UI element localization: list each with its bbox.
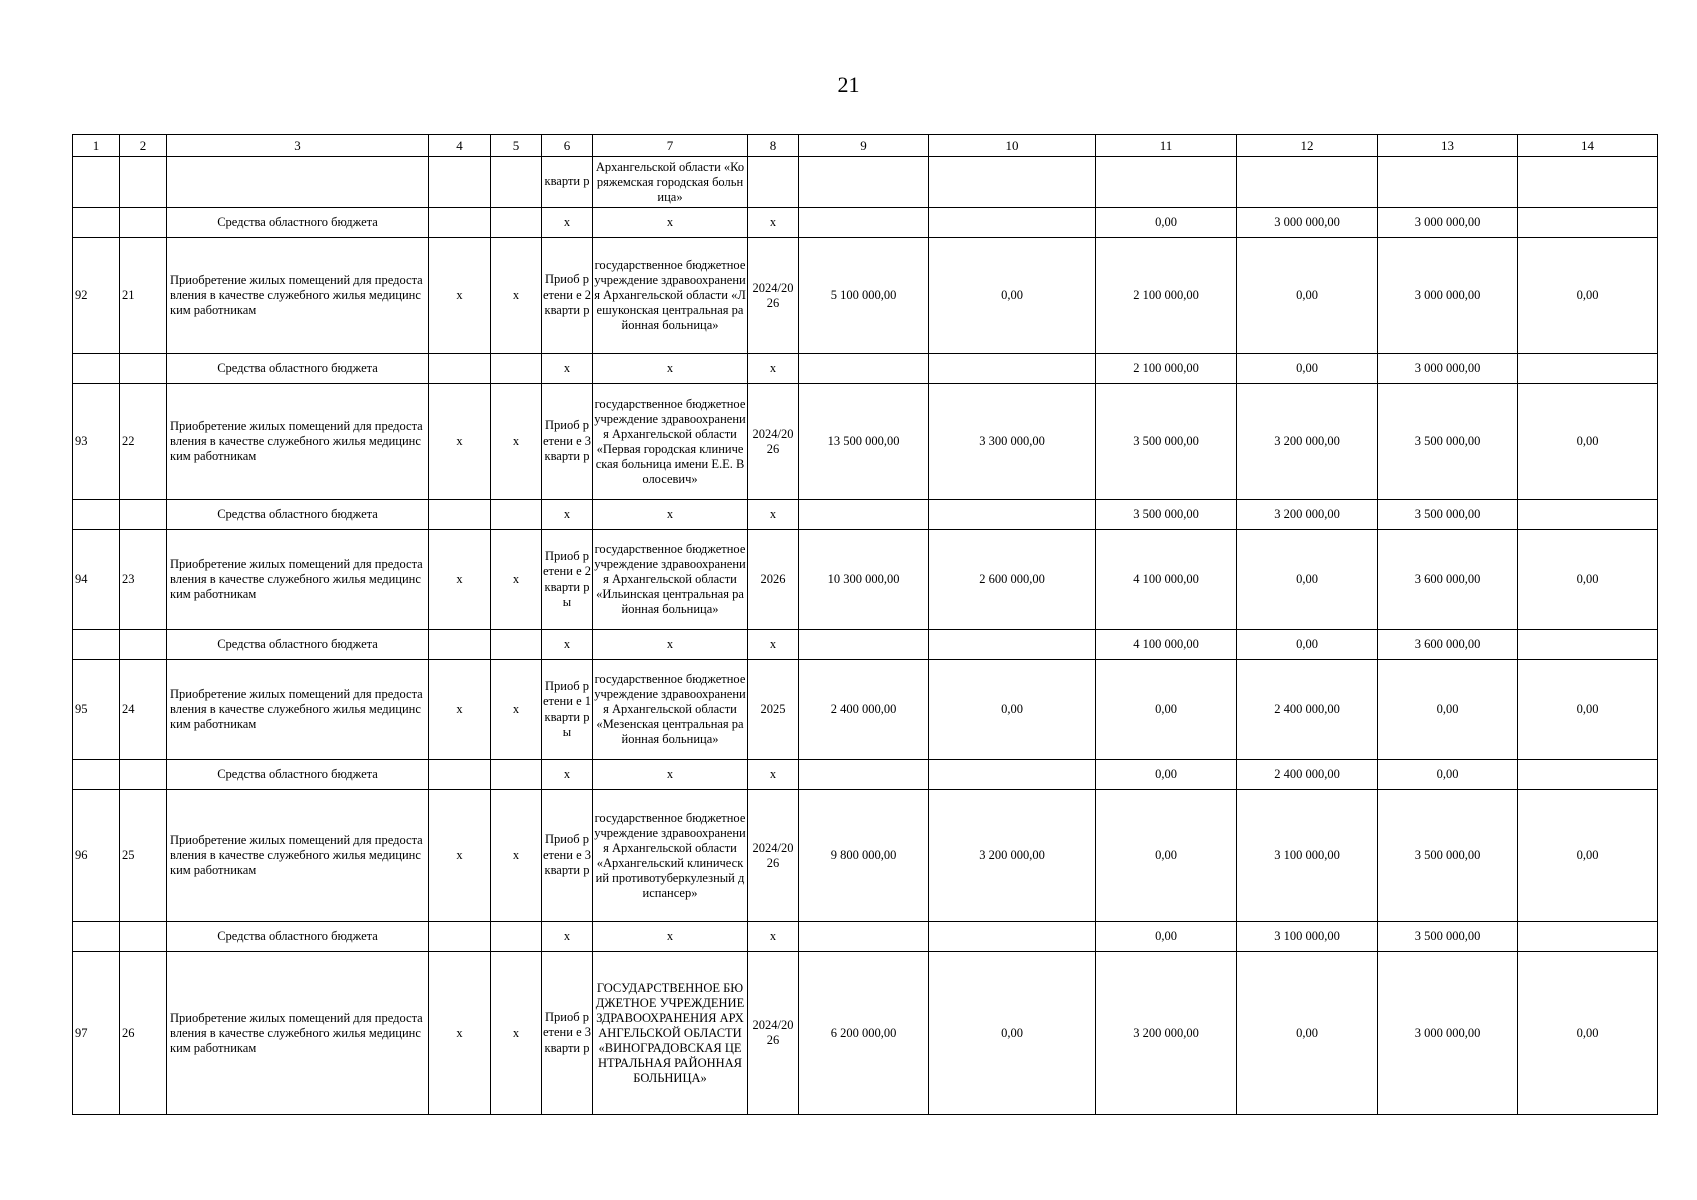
cell-c14: 0,00 [1518,790,1658,922]
cell-c11: 3 500 000,00 [1096,384,1237,500]
activity-cell: Приоб ретени е 2 кварти ры [542,530,593,630]
table-row [73,384,1658,500]
funding-row [73,500,1658,530]
column-number: 9 [799,135,929,157]
cell-c6: х [542,208,593,238]
cell-c4: х [429,952,491,1115]
cell-c12: 2 400 000,00 [1237,660,1378,760]
cell-c12: 3 100 000,00 [1237,922,1378,952]
funding-row [73,922,1658,952]
cell-c7: х [593,630,748,660]
period-cell: 2024/20 26 [748,384,799,500]
cell-c13: 3 000 000,00 [1378,208,1518,238]
funding-row [73,630,1658,660]
cell-c10: 3 200 000,00 [929,790,1096,922]
activity-cell: Приоб ретени е 2 кварти р [542,238,593,354]
column-number: 13 [1378,135,1518,157]
cell-c4: х [429,384,491,500]
cell-c14: 0,00 [1518,952,1658,1115]
activity-cell: кварти р [542,157,593,208]
cell-c7: х [593,500,748,530]
cell-c12: 0,00 [1237,530,1378,630]
cell-c10: 3 300 000,00 [929,384,1096,500]
organization-cell: государственное бюджетное учреждение здравоохранения Архангельской области «Архангельский клинический противотуберкулезный диспансер» [593,790,748,922]
cell-c9: 2 400 000,00 [799,660,929,760]
cell-n1: 94 [73,530,120,630]
cell-c8: х [748,208,799,238]
cell-c11: 2 100 000,00 [1096,238,1237,354]
cell-c10: 0,00 [929,952,1096,1115]
cell-c12: 3 200 000,00 [1237,384,1378,500]
cell-c11: 4 100 000,00 [1096,530,1237,630]
cell-c13: 3 000 000,00 [1378,952,1518,1115]
column-number: 12 [1237,135,1378,157]
cell-c12: 0,00 [1237,952,1378,1115]
cell-c6: х [542,760,593,790]
cell-c5: х [491,238,542,354]
cell-c9: 5 100 000,00 [799,238,929,354]
table-row [73,238,1658,354]
cell-c11: 0,00 [1096,790,1237,922]
period-cell: 2025 [748,660,799,760]
cell-c5: х [491,660,542,760]
page-number: 21 [837,72,860,97]
funding-source: Средства областного бюджета [167,354,429,384]
funding-source: Средства областного бюджета [167,760,429,790]
description-cell: Приобретение жилых помещений для предоставления в качестве служебного жилья медицинским работникам [167,384,429,500]
cell-c11: 0,00 [1096,760,1237,790]
cell-c7: х [593,922,748,952]
table-row [73,952,1658,1115]
cell-c13: 3 500 000,00 [1378,500,1518,530]
description-cell: Приобретение жилых помещений для предоставления в качестве служебного жилья медицинским работникам [167,530,429,630]
cell-c14: 0,00 [1518,530,1658,630]
column-number: 6 [542,135,593,157]
cell-c4: х [429,790,491,922]
cell-c5: х [491,384,542,500]
column-number: 4 [429,135,491,157]
funding-source: Средства областного бюджета [167,208,429,238]
cell-c13: 0,00 [1378,760,1518,790]
cell-n2: 24 [120,660,167,760]
cell-n1: 96 [73,790,120,922]
cell-c5: х [491,952,542,1115]
funding-row [73,208,1658,238]
cell-c14: 0,00 [1518,238,1658,354]
cell-n2: 25 [120,790,167,922]
organization-cell: Архангельской области «Коряжемская городская больница» [593,157,748,208]
cell-n2: 22 [120,384,167,500]
organization-cell: государственное бюджетное учреждение здравоохранения Архангельской области «Мезенская центральная районная больница» [593,660,748,760]
cell-c9: 10 300 000,00 [799,530,929,630]
cell-n1: 97 [73,952,120,1115]
cell-c14: 0,00 [1518,384,1658,500]
cell-c12: 3 200 000,00 [1237,500,1378,530]
description-cell: Приобретение жилых помещений для предоставления в качестве служебного жилья медицинским работникам [167,952,429,1115]
cell-n1: 92 [73,238,120,354]
cell-c13: 3 000 000,00 [1378,354,1518,384]
funding-source: Средства областного бюджета [167,630,429,660]
cell-c4: х [429,238,491,354]
cell-c9: 6 200 000,00 [799,952,929,1115]
cell-c13: 3 600 000,00 [1378,630,1518,660]
cell-c13: 3 500 000,00 [1378,384,1518,500]
organization-cell: ГОСУДАРСТВЕННОЕ БЮДЖЕТНОЕ УЧРЕЖДЕНИЕ ЗДРАВООХРАНЕНИЯ АРХАНГЕЛЬСКОЙ ОБЛАСТИ «ВИНОГРАДОВСКАЯ ЦЕНТРАЛЬНАЯ РАЙОННАЯ БОЛЬНИЦА» [593,952,748,1115]
cell-n2: 23 [120,530,167,630]
budget-table [72,134,1658,1115]
funding-row [73,760,1658,790]
cell-c12: 0,00 [1237,238,1378,354]
description-cell: Приобретение жилых помещений для предоставления в качестве служебного жилья медицинским работникам [167,790,429,922]
cell-c4: х [429,660,491,760]
column-number: 7 [593,135,748,157]
cell-c14: 0,00 [1518,660,1658,760]
description-cell: Приобретение жилых помещений для предоставления в качестве служебного жилья медицинским работникам [167,660,429,760]
cell-n2: 21 [120,238,167,354]
table-row [73,790,1658,922]
cell-c11: 0,00 [1096,208,1237,238]
cell-c12: 3 000 000,00 [1237,208,1378,238]
cell-c4: х [429,530,491,630]
period-cell: 2024/20 26 [748,238,799,354]
cell-c7: х [593,354,748,384]
cell-c6: х [542,354,593,384]
cell-c10: 2 600 000,00 [929,530,1096,630]
cell-c13: 3 500 000,00 [1378,922,1518,952]
cell-c12: 3 100 000,00 [1237,790,1378,922]
cell-c11: 2 100 000,00 [1096,354,1237,384]
activity-cell: Приоб ретени е 3 кварти р [542,790,593,922]
column-number: 8 [748,135,799,157]
cell-c12: 0,00 [1237,630,1378,660]
funding-row [73,354,1658,384]
cell-c6: х [542,500,593,530]
organization-cell: государственное бюджетное учреждение здравоохранения Архангельской области «Ильинская центральная районная больница» [593,530,748,630]
cell-c8: х [748,630,799,660]
period-cell: 2024/20 26 [748,790,799,922]
continuation-row [73,157,1658,208]
cell-c13: 3 000 000,00 [1378,238,1518,354]
period-cell: 2024/20 26 [748,952,799,1115]
activity-cell: Приоб ретени е 3 кварти р [542,384,593,500]
organization-cell: государственное бюджетное учреждение здравоохранения Архангельской области «Первая городская клиническая больница имени Е.Е. Волосевич» [593,384,748,500]
cell-c10: 0,00 [929,238,1096,354]
cell-c13: 3 600 000,00 [1378,530,1518,630]
table-row [73,530,1658,630]
column-number: 3 [167,135,429,157]
cell-c10: 0,00 [929,660,1096,760]
cell-c12: 0,00 [1237,354,1378,384]
cell-c9: 9 800 000,00 [799,790,929,922]
period-cell: 2026 [748,530,799,630]
cell-n1: 95 [73,660,120,760]
cell-c8: х [748,760,799,790]
cell-c8: х [748,354,799,384]
organization-cell: государственное бюджетное учреждение здравоохранения Архангельской области «Лешуконская центральная районная больница» [593,238,748,354]
funding-source: Средства областного бюджета [167,500,429,530]
cell-c6: х [542,630,593,660]
column-number: 10 [929,135,1096,157]
funding-source: Средства областного бюджета [167,922,429,952]
cell-c11: 3 500 000,00 [1096,500,1237,530]
cell-c11: 3 200 000,00 [1096,952,1237,1115]
column-number: 5 [491,135,542,157]
cell-c7: х [593,208,748,238]
cell-n2: 26 [120,952,167,1115]
activity-cell: Приоб ретени е 1 кварти ры [542,660,593,760]
cell-c9: 13 500 000,00 [799,384,929,500]
cell-c11: 4 100 000,00 [1096,630,1237,660]
cell-c8: х [748,922,799,952]
cell-c11: 0,00 [1096,922,1237,952]
cell-c8: х [748,500,799,530]
cell-n1: 93 [73,384,120,500]
column-number: 11 [1096,135,1237,157]
cell-c13: 3 500 000,00 [1378,790,1518,922]
column-number: 14 [1518,135,1658,157]
activity-cell: Приоб ретени е 3 кварти р [542,952,593,1115]
cell-c6: х [542,922,593,952]
column-number-row [73,135,1658,157]
column-number: 1 [73,135,120,157]
cell-c7: х [593,760,748,790]
table-row [73,660,1658,760]
cell-c12: 2 400 000,00 [1237,760,1378,790]
cell-c5: х [491,530,542,630]
cell-c11: 0,00 [1096,660,1237,760]
cell-c13: 0,00 [1378,660,1518,760]
cell-c5: х [491,790,542,922]
column-number: 2 [120,135,167,157]
description-cell: Приобретение жилых помещений для предоставления в качестве служебного жилья медицинским работникам [167,238,429,354]
